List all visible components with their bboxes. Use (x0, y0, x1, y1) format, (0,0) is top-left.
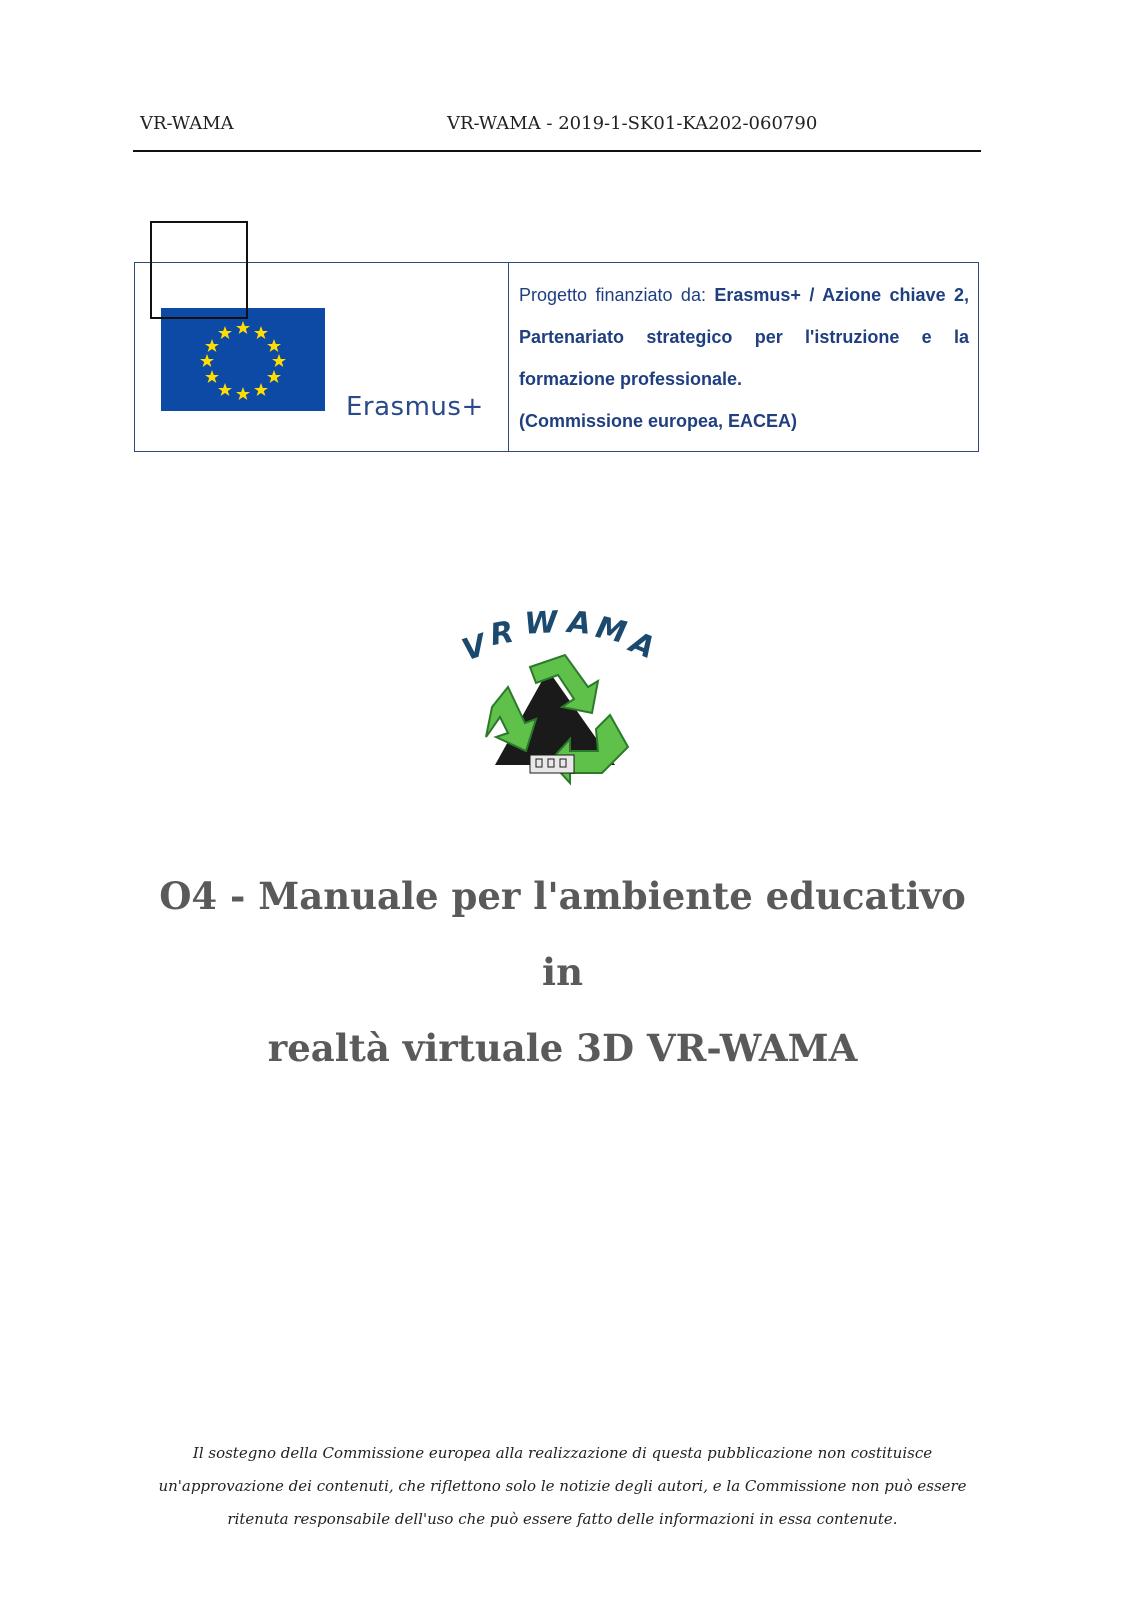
header-project-code: VR-WAMA - 2019-1-SK01-KA202-060790 (447, 113, 818, 134)
svg-text:V: V (457, 627, 491, 669)
svg-text:R: R (487, 614, 517, 654)
disclaimer-line-3: ritenuta responsabile dell'uso che può essere fatto delle informazioni in essa contenute. (227, 1510, 898, 1528)
funding-program: Erasmus+ / Azione chiave 2, Partenariato strategico per l'istruzione e la formazione professionale. (519, 285, 970, 389)
header-project-name: VR-WAMA (140, 113, 234, 134)
svg-text:W: W (523, 605, 559, 642)
document-title-line-1: O4 - Manuale per l'ambiente educativo in (159, 874, 966, 994)
funding-intro: Progetto finanziato da: (519, 285, 715, 305)
funding-statement (519, 274, 969, 442)
erasmus-plus-label: Erasmus+ (346, 392, 484, 422)
logo-frame (150, 221, 248, 319)
disclaimer-line-2: un'approvazione dei contenuti, che riflettono solo le notizie degli autori, e la Commissione non può essere (158, 1477, 967, 1495)
document-title (140, 858, 985, 1086)
header-divider (133, 150, 981, 152)
vrwama-logo (457, 604, 660, 795)
svg-text:M: M (592, 610, 630, 651)
document-title-line-2: realtà virtuale 3D VR-WAMA (267, 1026, 858, 1070)
svg-text:A: A (566, 604, 593, 642)
svg-text:A: A (624, 625, 660, 667)
funding-agency: (Commissione europea, EACEA) (519, 411, 798, 431)
funding-box-divider (508, 263, 509, 451)
eu-flag-icon (161, 308, 325, 411)
disclaimer-line-1: Il sostegno della Commissione europea alla realizzazione di questa pubblicazione non costituisce (192, 1444, 933, 1462)
eu-disclaimer (130, 1437, 995, 1536)
